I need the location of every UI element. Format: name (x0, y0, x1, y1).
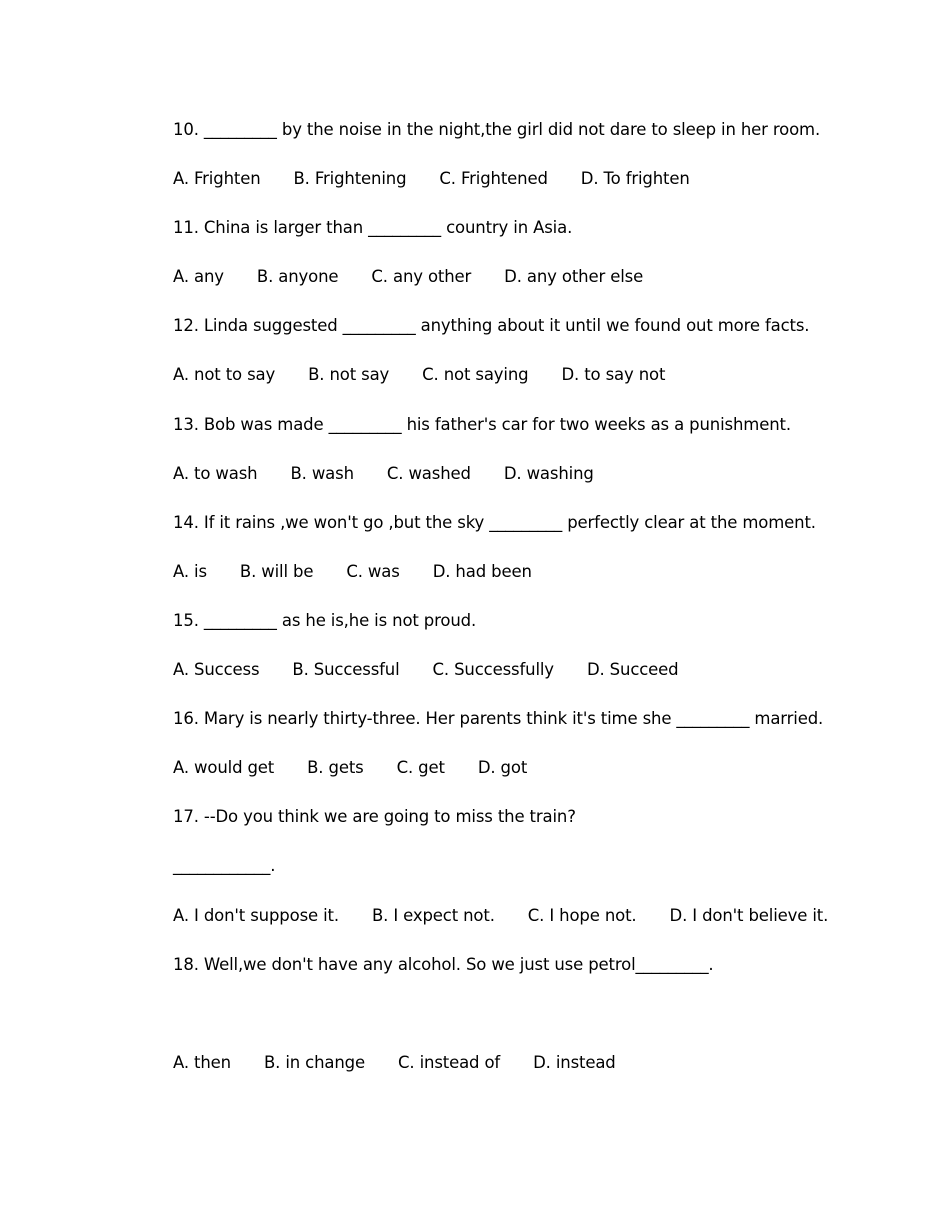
option-b: B. not say (308, 365, 390, 385)
option-b: B. in change (263, 1052, 366, 1072)
option-b: B. Successful (292, 660, 400, 680)
question-18-options (173, 1051, 873, 1100)
option-c: C. instead of (398, 1052, 501, 1072)
option-a: A. I don't suppose it. (173, 905, 339, 925)
option-c: C. any other (371, 267, 472, 287)
option-d: D. to say not (561, 365, 666, 385)
question-17-answer-blank: ____________. (173, 856, 276, 876)
option-b: B. anyone (256, 267, 339, 287)
option-b: B. wash (290, 463, 354, 483)
option-a: A. Frighten (173, 169, 261, 189)
question-18-stem: 18. Well,we don't have any alcohol. So we just use petrol_________. (173, 954, 714, 974)
option-a: A. any (173, 267, 224, 287)
question-11-stem: 11. China is larger than _________ country in Asia. (173, 218, 573, 238)
question-13-stem: 13. Bob was made _________ his father's car for two weeks as a punishment. (173, 414, 791, 434)
option-a: A. not to say (173, 365, 276, 385)
option-d: D. washing (503, 463, 594, 483)
question-17-options (173, 904, 873, 953)
option-b: B. Frightening (293, 169, 407, 189)
option-b: B. will be (239, 561, 314, 581)
option-c: C. get (396, 758, 445, 778)
option-c: C. Frightened (439, 169, 548, 189)
option-d: D. instead (533, 1052, 616, 1072)
question-10-options (173, 167, 873, 216)
option-c: C. washed (386, 463, 471, 483)
option-d: D. had been (432, 561, 532, 581)
option-a: A. would get (173, 758, 275, 778)
question-14-stem: 14. If it rains ,we won't go ,but the sky _________ perfectly clear at the moment. (173, 512, 816, 532)
question-15-stem: 15. _________ as he is,he is not proud. (173, 610, 477, 630)
question-14-options (173, 560, 873, 609)
blank-spacer (173, 1002, 873, 1051)
option-c: C. Successfully (432, 660, 554, 680)
option-c: C. was (346, 561, 400, 581)
question-11-options (173, 265, 873, 314)
question-15-options (173, 658, 873, 707)
option-a: A. Success (173, 660, 260, 680)
option-a: A. to wash (173, 463, 258, 483)
question-12-options (173, 363, 873, 412)
question-16-stem: 16. Mary is nearly thirty-three. Her parents think it's time she _________ married. (173, 709, 824, 729)
option-c: C. I hope not. (527, 905, 637, 925)
question-16-options (173, 756, 873, 805)
question-17-stem: 17. --Do you think we are going to miss the train? (173, 807, 576, 827)
option-b: B. gets (307, 758, 364, 778)
option-d: D. got (477, 758, 528, 778)
question-13-options (173, 462, 873, 511)
option-d: D. Succeed (586, 660, 679, 680)
option-c: C. not saying (422, 365, 529, 385)
option-d: D. To frighten (580, 169, 690, 189)
document-page (173, 118, 873, 1100)
option-d: D. any other else (504, 267, 644, 287)
option-d: D. I don't believe it. (669, 905, 829, 925)
option-a: A. then (173, 1052, 231, 1072)
option-b: B. I expect not. (371, 905, 495, 925)
question-12-stem: 12. Linda suggested _________ anything about it until we found out more facts. (173, 316, 810, 336)
question-10-stem: 10. _________ by the noise in the night,the girl did not dare to sleep in her room. (173, 120, 821, 139)
option-a: A. is (173, 561, 207, 581)
